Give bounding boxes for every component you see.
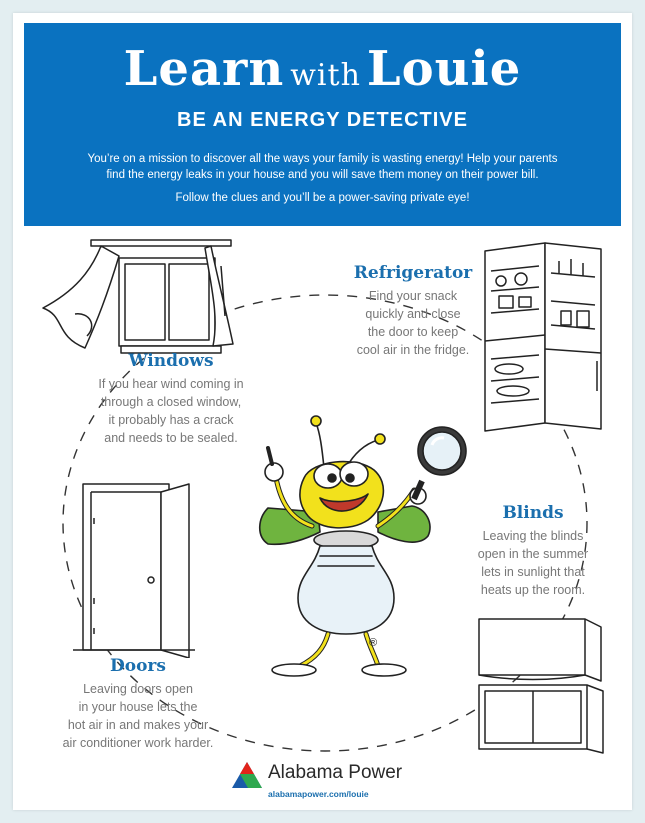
doors-text: Leaving doors open in your house lets the hot air in and makes your air conditioner work harder. (62, 682, 214, 750)
refrigerator-icon (479, 241, 609, 436)
title-louie: Louie (366, 41, 522, 97)
website-link[interactable]: alabamapower.com/louie (268, 789, 369, 799)
intro-tagline: Follow the clues and you’ll be a power-saving private eye! (175, 192, 470, 204)
section-doors (43, 656, 233, 752)
title-learn: Learn (123, 41, 285, 97)
windows-text: If you hear wind coming in through a closed window, it probably has a crack and needs to be sealed. (98, 377, 244, 445)
blinds-text: Leaving the blinds open in the summer lets in sunlight that heats up the room. (477, 529, 589, 597)
section-windows (73, 351, 269, 447)
refrigerator-text: Find your snack quickly and close the door to keep cool air in the fridge. (356, 289, 470, 357)
windows-heading: Windows (128, 351, 214, 371)
magnifying-glass-icon (408, 421, 478, 506)
poster (13, 13, 632, 810)
intro-text: You’re on a mission to discover all the ways your family is wasting energy! Help your parents find the energy leaks in your house and you will save them money on their power bill. (87, 153, 558, 181)
doors-heading: Doors (110, 656, 166, 676)
blinds-icon (473, 615, 613, 755)
footer (228, 758, 428, 803)
registered-mark: ® (369, 637, 378, 649)
title-with: with (290, 58, 361, 93)
alabama-power-logo-icon (230, 760, 264, 792)
door-icon (69, 478, 199, 658)
brand-name: Alabama Power (268, 762, 403, 783)
blinds-heading: Blinds (502, 503, 564, 523)
section-refrigerator (333, 263, 493, 359)
page-subtitle: BE AN ENERGY DETECTIVE (177, 109, 468, 131)
refrigerator-heading: Refrigerator (353, 263, 473, 283)
section-blinds (453, 503, 613, 599)
